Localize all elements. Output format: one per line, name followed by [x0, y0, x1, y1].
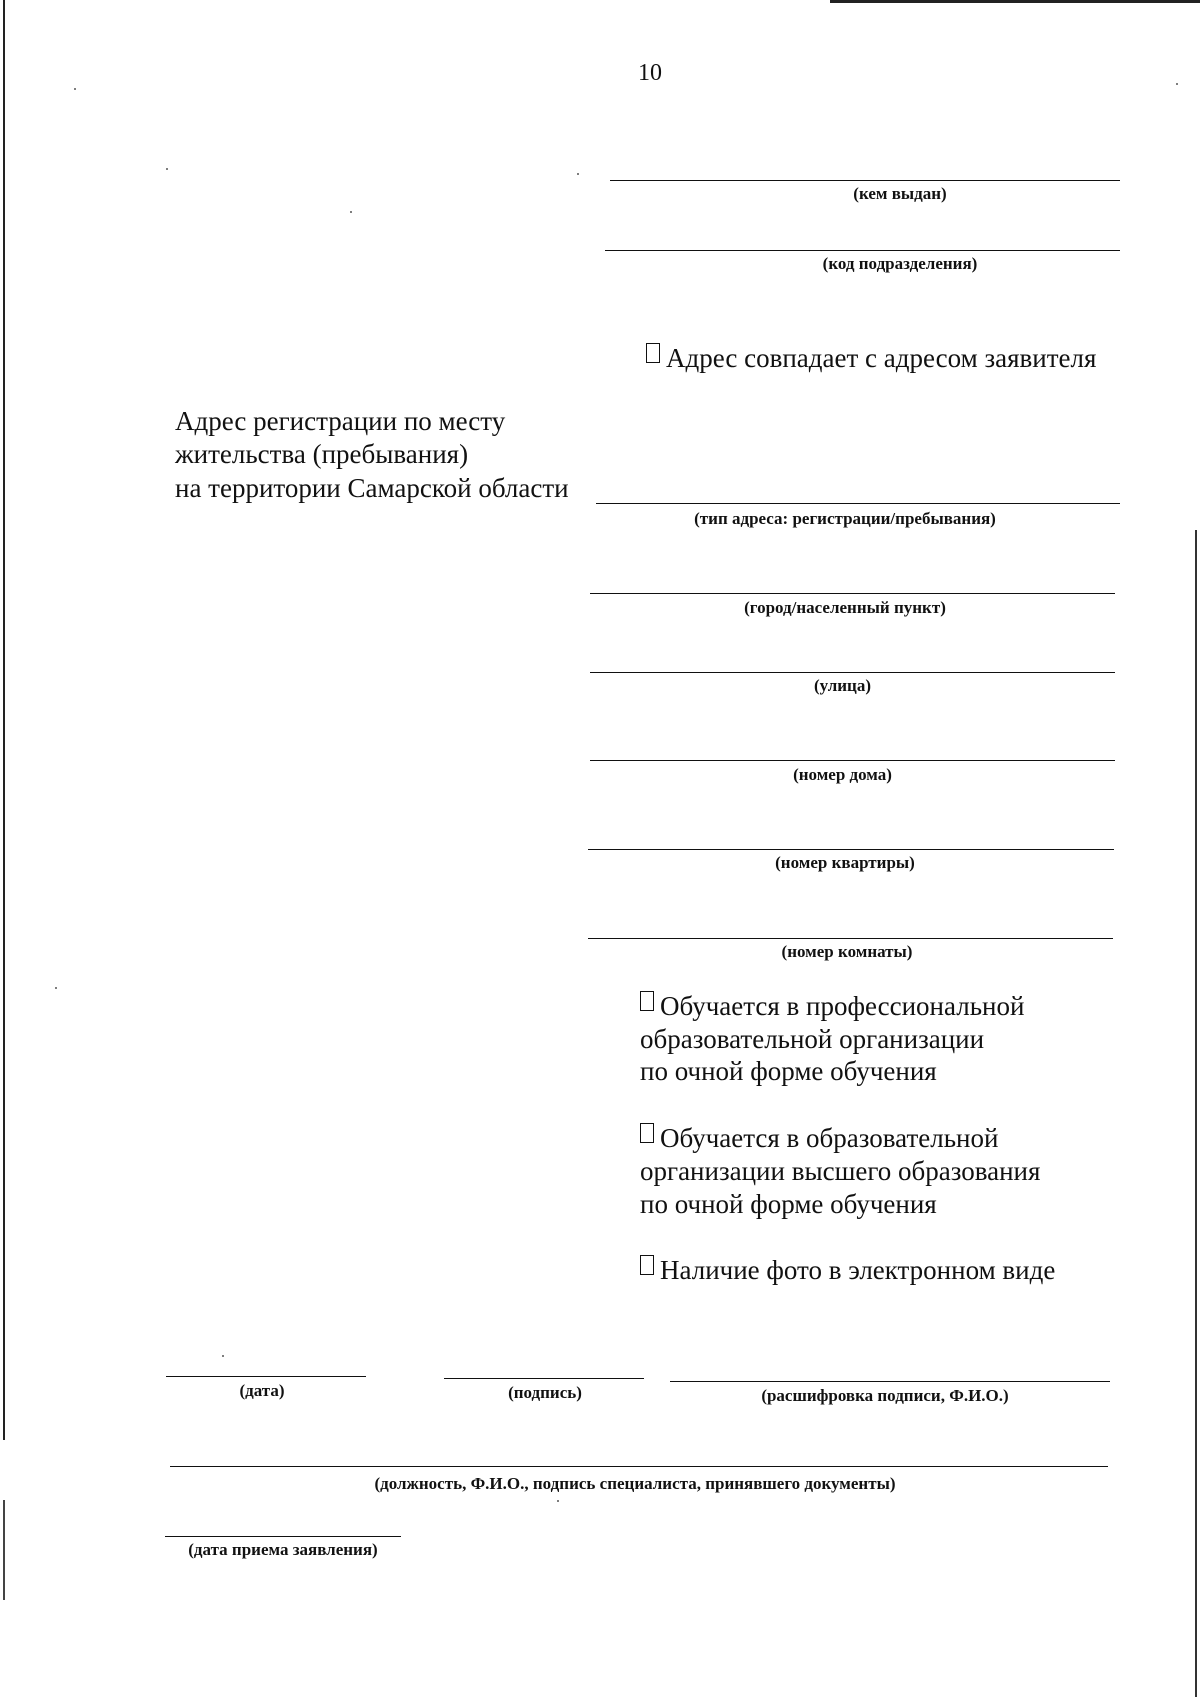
vocational-study-checkbox[interactable] — [640, 991, 654, 1011]
vocational-study-line-3: по очной форме обучения — [640, 1056, 937, 1086]
receipt-date-line[interactable] — [165, 1536, 401, 1537]
vocational-study-line-1: Обучается в профессиональной — [660, 991, 1025, 1021]
signature-decode-caption: (расшифровка подписи, Ф.И.О.) — [761, 1386, 1009, 1405]
address-match-label: Адрес совпадает с адресом заявителя — [666, 343, 1097, 373]
issued-by-caption: (кем выдан) — [853, 184, 947, 203]
registration-heading-line-1: Адрес регистрации по месту — [175, 406, 506, 436]
page-number: 10 — [638, 60, 662, 86]
room-number-line[interactable] — [588, 938, 1113, 939]
electronic-photo-option[interactable] — [640, 1254, 1055, 1287]
higher-education-line-3: по очной форме обучения — [640, 1189, 937, 1219]
address-type-line[interactable] — [596, 503, 1120, 504]
scan-edge-right — [1195, 530, 1197, 1697]
address-type-caption: (тип адреса: регистрации/пребывания) — [694, 509, 996, 528]
street-caption: (улица) — [813, 676, 872, 695]
signature-decode-line[interactable] — [670, 1381, 1110, 1382]
scan-edge-left-lower — [3, 1500, 5, 1600]
address-match-option[interactable] — [646, 342, 1096, 375]
higher-education-line-2: организации высшего образования — [640, 1156, 1041, 1186]
higher-education-option[interactable] — [640, 1122, 998, 1155]
room-number-caption: (номер комнаты) — [781, 942, 913, 961]
scan-edge-top — [830, 0, 1200, 3]
specialist-caption: (должность, Ф.И.О., подпись специалиста, принявшего документы) — [374, 1474, 896, 1493]
division-code-caption: (код подразделения) — [822, 254, 978, 273]
electronic-photo-label: Наличие фото в электронном виде — [660, 1255, 1056, 1285]
higher-education-checkbox[interactable] — [640, 1123, 654, 1143]
specialist-line[interactable] — [170, 1466, 1108, 1467]
higher-education-line-1: Обучается в образовательной — [660, 1123, 999, 1153]
division-code-line[interactable] — [605, 250, 1120, 251]
vocational-study-option[interactable] — [640, 990, 1024, 1023]
house-number-line[interactable] — [590, 760, 1115, 761]
apartment-number-caption: (номер квартиры) — [775, 853, 915, 872]
street-line[interactable] — [590, 672, 1115, 673]
signature-line[interactable] — [444, 1378, 644, 1379]
date-caption: (дата) — [239, 1381, 285, 1400]
signature-caption: (подпись) — [508, 1383, 582, 1402]
registration-heading-line-2: жительства (пребывания) — [175, 439, 469, 469]
city-line[interactable] — [590, 593, 1115, 594]
issued-by-line[interactable] — [610, 180, 1120, 181]
receipt-date-caption: (дата приема заявления) — [188, 1540, 378, 1559]
electronic-photo-checkbox[interactable] — [640, 1255, 654, 1275]
date-line[interactable] — [166, 1376, 366, 1377]
house-number-caption: (номер дома) — [793, 765, 892, 784]
apartment-number-line[interactable] — [588, 849, 1114, 850]
registration-heading-line-3: на территории Самарской области — [175, 473, 569, 503]
scan-edge-left — [3, 0, 5, 1440]
address-match-checkbox[interactable] — [646, 343, 660, 363]
vocational-study-line-2: образовательной организации — [640, 1024, 985, 1054]
city-caption: (город/населенный пункт) — [744, 598, 946, 617]
